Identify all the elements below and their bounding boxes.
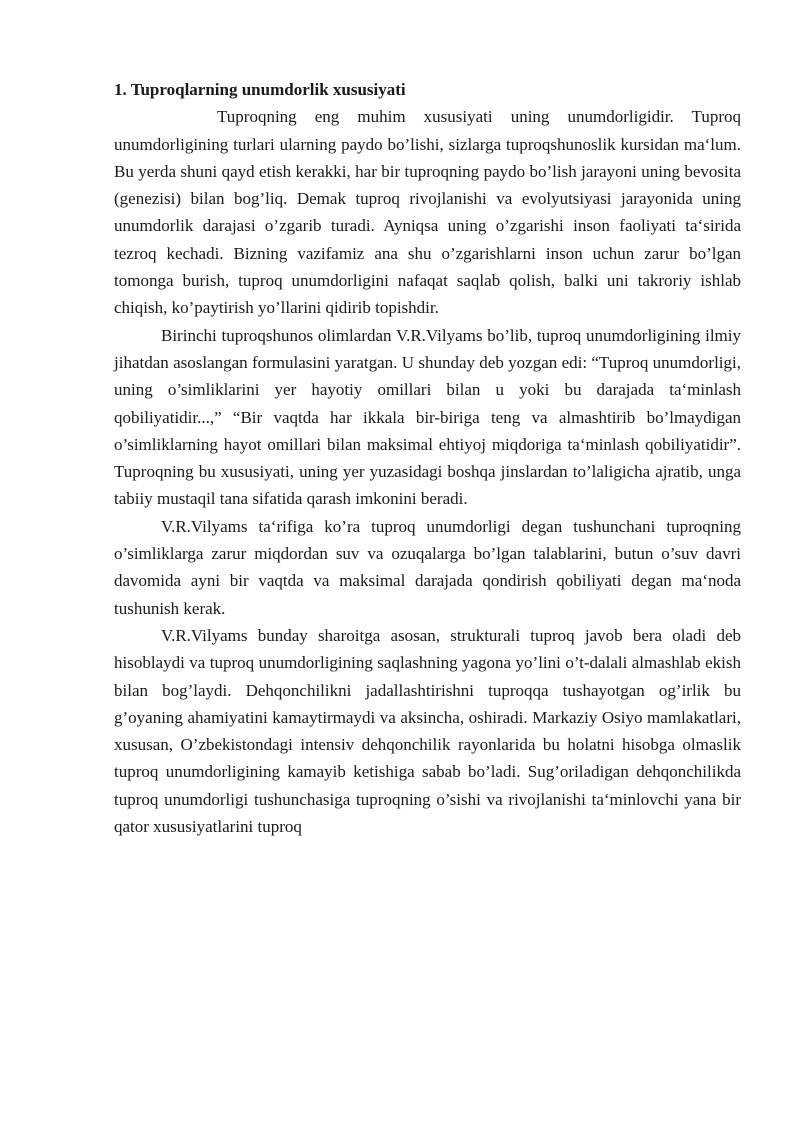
paragraph-4: V.R.Vilyams bunday sharoitga asosan, strukturali tuproq javob bera oladi deb hisoblaydi va tuproq unumdorligining saqlashning yagona yo’lini o’t-dalali almashlab ekish bilan bog’laydi. Dehqonchilikni jadallashtirishni tuproqqa tushayotgan og’irlik bu g’oyaning ahamiyatini kamaytirmaydi va aksincha, oshiradi. Markaziy Osiyo mamlakatlari, xususan, O’zbekistondagi intensiv dehqonchilik rayonlarida bu holatni hisobga olmaslik tuproq unumdorligining kamayib ketishiga sabab bo’ladi. Sug’oriladigan dehqonchilikda tuproq unumdorligi tushunchasiga tuproqning o’sishi va rivojlanishi ta‘minlovchi yana bir qator xususiyatlarini tuproq: [114, 625, 741, 837]
paragraph-1: Tuproqning eng muhim xususiyati uning unumdorligidir. Tuproq unumdorligining turlari ularning paydo bo’lishi, sizlarga tuproqshunoslik kursidan ma‘lum. Bu yerda shuni qayd etish kerakki, har bir tuproqning paydo bo’lish jarayoni uning bevosita (genezisi) bilan bog’liq. Demak tuproq rivojlanishi va evolyutsiyasi jarayonida uning unumdorlik darajasi o’zgarib turadi. Ayniqsa uning o’zgarishi inson faoliyati ta‘sirida tezroq kechadi. Bizning vazifamiz ana shu o’zgarishlarni inson uchun zarur bo’lgan tomonga burish, tuproq unumdorligini nafaqat saqlab qolish, balki uni takroriy ishlab chiqish, ko’paytirish yo’llarini qidirib topishdir.: [114, 107, 741, 318]
paragraph-2: Birinchi tuproqshunos olimlardan V.R.Vilyams bo’lib, tuproq unumdorligining ilmiy jihatdan asoslangan formulasini yaratgan. U shunday deb yozgan edi: “Tuproq unumdorligi, uning o’simliklarini yer hayotiy omillari bilan u yoki bu darajada ta‘minlash qobiliyatidir...,” “Bir vaqtda har ikkala bir-biriga teng va almashtirib bo’lmaydigan o’simliklarning hayot omillari bilan maksimal ehtiyoj miqdoriga ta‘minlash qobiliyatidir”. Tuproqning bu xususiyati, uning yer yuzasidagi boshqa jinslardan to’laligicha ajratib, unga tabiiy mustaqil tana sifatida qarash imkonini beradi.: [114, 325, 741, 509]
section-heading: 1. Tuproqlarning unumdorlik xususiyati: [114, 80, 406, 99]
paragraph-3: V.R.Vilyams ta‘rifiga ko’ra tuproq unumdorligi degan tushunchani tuproqning o’simliklarga zarur miqdordan suv va ozuqalarga bo’lgan talablarini, butun o’suv davri davomida ayni bir vaqtda va maksimal darajada qondirish qobiliyati degan ma‘noda tushunish kerak.: [114, 516, 741, 618]
document-body: [114, 76, 741, 840]
